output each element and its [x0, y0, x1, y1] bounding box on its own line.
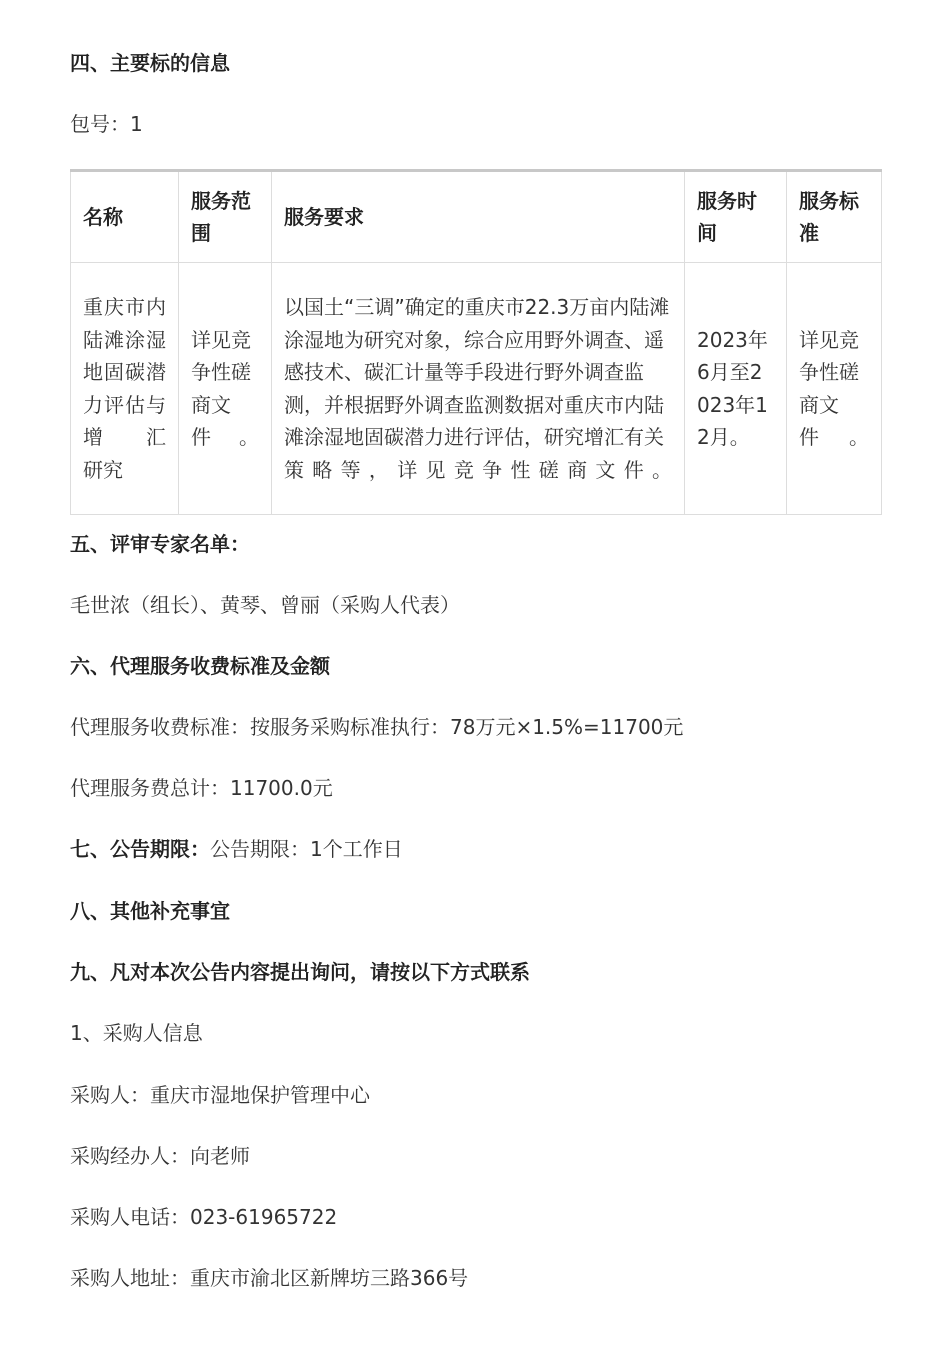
cell-name-main: 重庆市内陆滩涂湿地固碳潜力评估与增汇: [83, 295, 166, 449]
header-scope: 服务范围: [179, 171, 272, 263]
purchaser-name: 采购人：重庆市湿地保护管理中心: [70, 1083, 370, 1107]
table-header-row: [71, 171, 882, 263]
purchaser-info-title: 1、采购人信息: [70, 1021, 203, 1045]
header-time: 服务时间: [685, 171, 787, 263]
section8-heading: 八、其他补充事宜: [70, 899, 230, 923]
cell-time: 2023年6月至2023年12月。: [685, 263, 787, 515]
section6-heading: 六、代理服务收费标准及金额: [70, 654, 330, 678]
cell-scope: 详见竞争性磋商文件。: [179, 263, 272, 515]
section7-heading: 七、公告期限：: [70, 837, 210, 861]
package-number: 包号：1: [70, 112, 143, 136]
cell-requirement: 以国土“三调”确定的重庆市22.3万亩内陆滩涂湿地为研究对象，综合应用野外调查、遥感技术、碳汇计量等手段进行野外调查监测，并根据野外调查监测数据对重庆市内陆滩涂湿地固碳潜力进行评估，研究增汇有关策略等，详见竞争性磋商文件。: [272, 263, 685, 515]
fee-standard: 代理服务收费标准：按服务采购标准执行：78万元×1.5%=11700元: [70, 715, 684, 739]
section5-heading: 五、评审专家名单：: [70, 532, 250, 556]
cell-name-last: 研究: [83, 457, 123, 482]
fee-total: 代理服务费总计：11700.0元: [70, 776, 333, 800]
header-standard: 服务标准: [787, 171, 882, 263]
cell-standard: 详见竞争性磋商文件。: [787, 263, 882, 515]
purchaser-agent: 采购经办人：向老师: [70, 1144, 250, 1168]
subject-table: [70, 169, 882, 515]
purchaser-phone: 采购人电话：023-61965722: [70, 1205, 338, 1229]
purchaser-address: 采购人地址：重庆市渝北区新牌坊三路366号: [70, 1266, 469, 1290]
section4-heading: 四、主要标的信息: [70, 51, 230, 75]
section9-heading: 九、凡对本次公告内容提出询问，请按以下方式联系: [70, 960, 530, 984]
notice-period: 公告期限：1个工作日: [210, 837, 403, 861]
header-name: 名称: [71, 171, 179, 263]
section7-line: [70, 835, 403, 863]
expert-list: 毛世浓（组长）、黄琴、曾丽（采购人代表）: [70, 593, 460, 617]
header-requirement: 服务要求: [272, 171, 685, 263]
table-row: [71, 263, 882, 515]
cell-name: [71, 263, 179, 515]
